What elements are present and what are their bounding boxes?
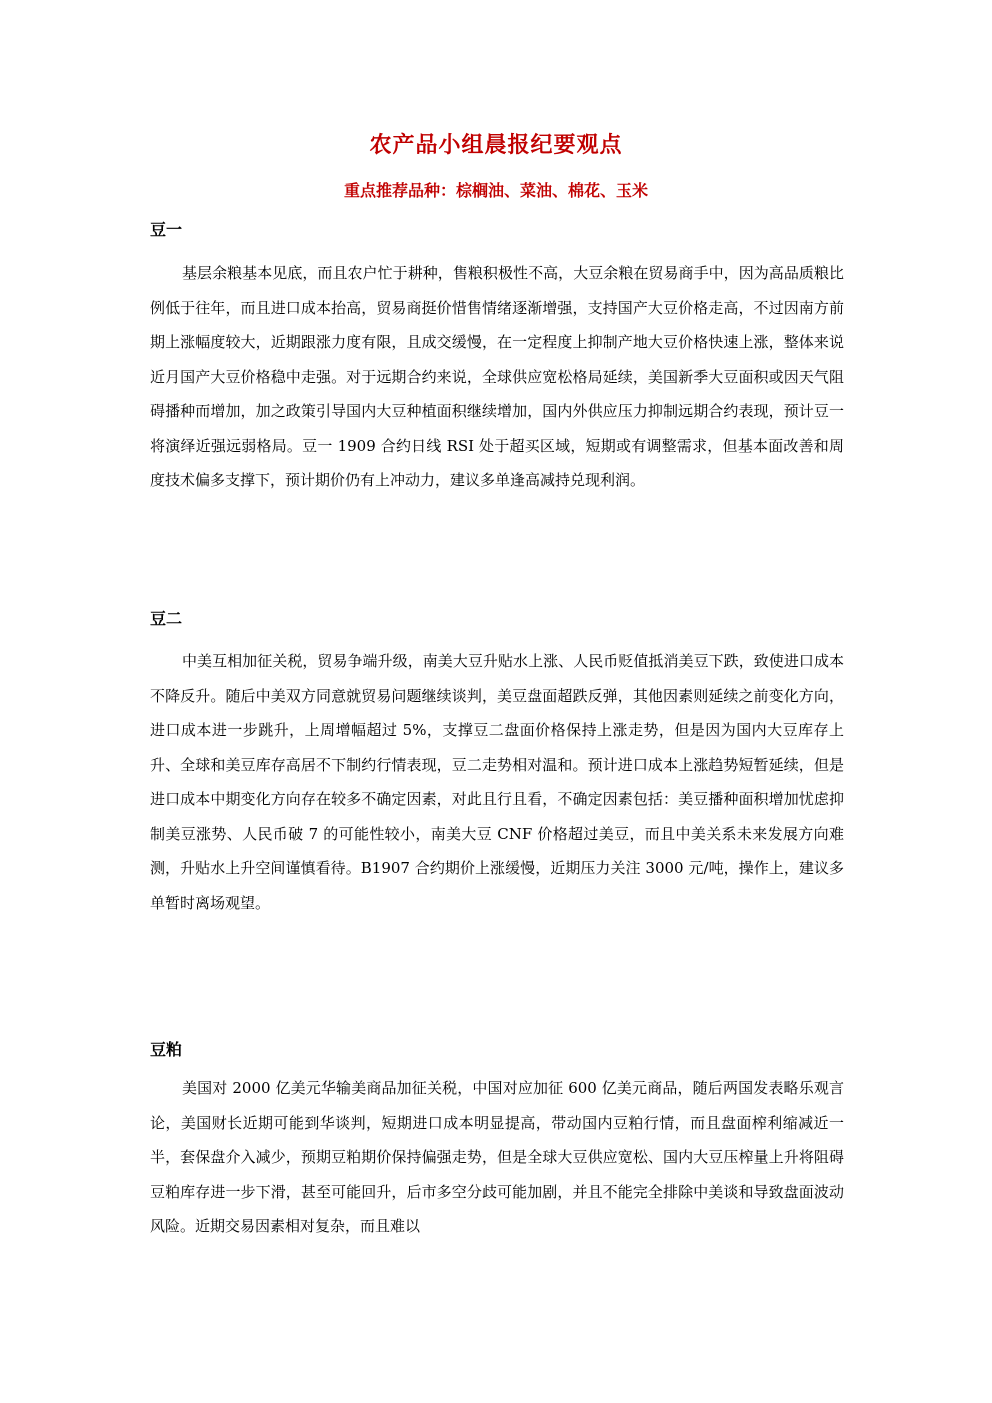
section-body-douyi: 基层余粮基本见底，而且农户忙于耕种，售粮积极性不高，大豆余粮在贸易商手中，因为高品质粮比例低于往年，而且进口成本抬高，贸易商挺价惜售情绪逐渐增强，支持国产大豆价格走高，不过因南方前期上涨幅度较大，近期跟涨力度有限，且成交缓慢，在一定程度上抑制产地大豆价格快速上涨，整体来说近月国产大豆价格稳中走强。对于远期合约来说，全球供应宽松格局延续，美国新季大豆面积或因天气阻碍播种而增加，加之政策引导国内大豆种植面积继续增加，国内外供应压力抑制远期合约表现，预计豆一将演绎近强远弱格局。豆一 1909 合约日线 RSI 处于超买区域，短期或有调整需求，但基本面改善和周度技术偏多支撑下，预计期价仍有上冲动力，建议多单逢高减持兑现利润。 — [150, 264, 844, 489]
section-body-doupo: 美国对 2000 亿美元华输美商品加征关税，中国对应加征 600 亿美元商品，随后两国发表略乐观言论，美国财长近期可能到华谈判，短期进口成本明显提高，带动国内豆粕行情，而且盘面榨利缩减近一半，套保盘介入减少，预期豆粕期价保持偏强走势，但是全球大豆供应宽松、国内大豆压榨量上升将阻碍豆粕库存进一步下滑，甚至可能回升，后市多空分歧可能加剧，并且不能完全排除中美谈和导致盘面波动风险。近期交易因素相对复杂，而且难以 — [150, 1079, 844, 1235]
document-title: 农产品小组晨报纪要观点 — [369, 133, 623, 158]
section-heading-doupo: 豆粕 — [150, 1040, 183, 1059]
section-heading-douer: 豆二 — [150, 609, 183, 628]
recommended-varieties-subtitle: 重点推荐品种：棕榈油、菜油、棉花、玉米 — [343, 181, 648, 200]
section-heading-douyi: 豆一 — [150, 220, 183, 239]
section-body-douer: 中美互相加征关税，贸易争端升级，南美大豆升贴水上涨、人民币贬值抵消美豆下跌，致使进口成本不降反升。随后中美双方同意就贸易问题继续谈判，美豆盘面超跌反弹，其他因素则延续之前变化方向，进口成本进一步跳升，上周增幅超过 5%，支撑豆二盘面价格保持上涨走势，但是因为国内大豆库存上升、全球和美豆库存高居不下制约行情表现，豆二走势相对温和。预计进口成本上涨趋势短暂延续，但是进口成本中期变化方向存在较多不确定因素，对此且行且看，不确定因素包括：美豆播种面积增加忧虑抑制美豆涨势、人民币破 7 的可能性较小，南美大豆 CNF 价格超过美豆，而且中美关系未来发展方向难测，升贴水上升空间谨慎看待。B1907 合约期价上涨缓慢，近期压力关注 3000 元/吨，操作上，建议多单暂时离场观望。 — [150, 652, 844, 912]
